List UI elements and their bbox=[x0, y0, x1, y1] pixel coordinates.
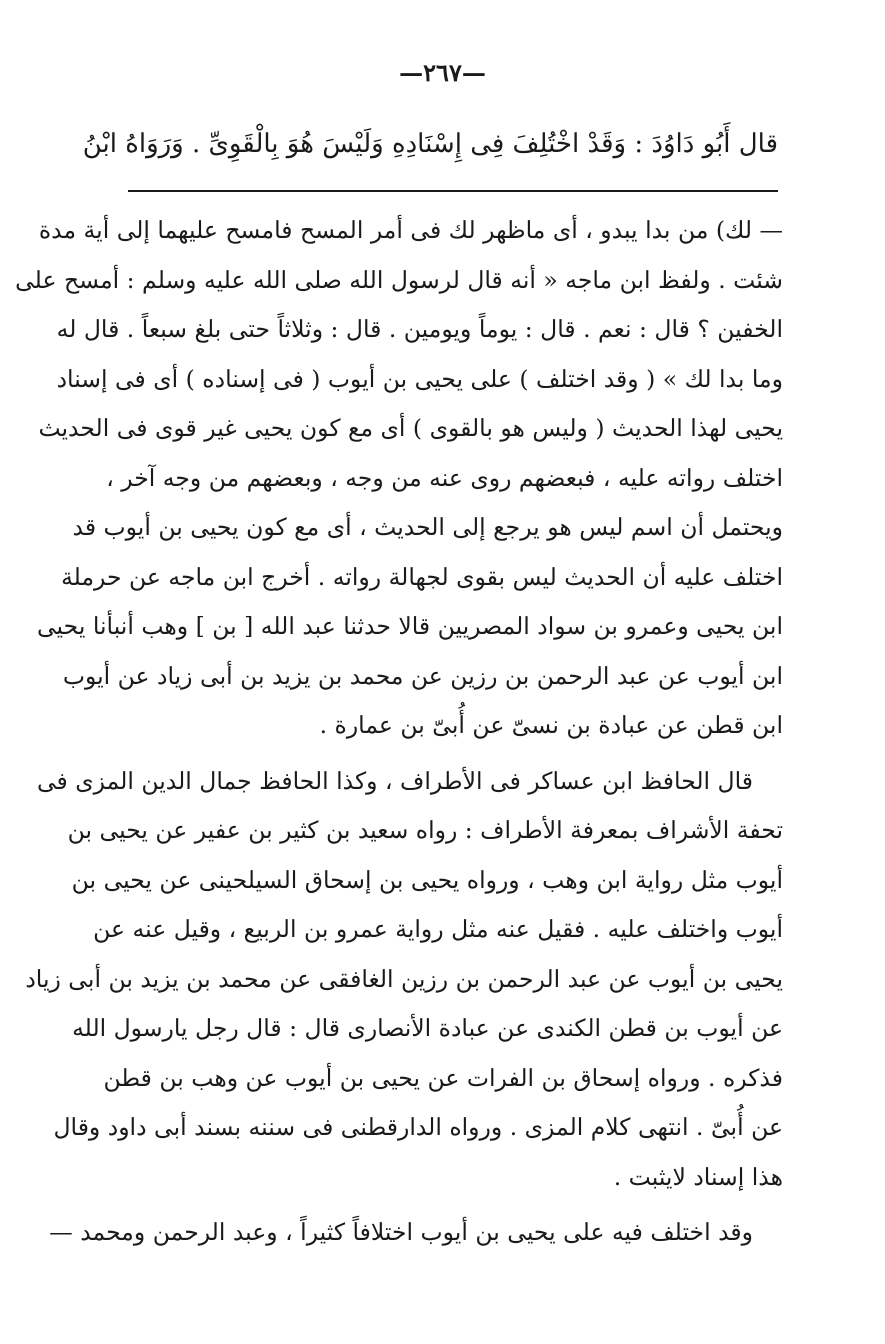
text-line: قال الحافظ ابن عساكر فى الأطراف ، وكذا الحافظ جمال الدين المزى فى bbox=[36, 766, 753, 795]
text-line: اختلف عليه أن الحديث ليس بقوى لجهالة رواته . أخرج ابن ماجه عن حرملة bbox=[61, 562, 783, 591]
page-number: —٢٦٧— bbox=[399, 58, 486, 87]
text-line: ويحتمل أن اسم ليس هو يرجع إلى الحديث ، أى مع كون يحيى بن أيوب قد bbox=[72, 513, 783, 541]
text-line: وما بدا لك » ( وقد اختلف ) على يحيى بن أيوب ( فى إسناده ) أى فى إسناد bbox=[56, 364, 783, 393]
text-line: هذا إسناد لايثبت . bbox=[613, 1162, 783, 1191]
text-line: فذكره . ورواه إسحاق بن الفرات عن يحيى بن أيوب عن وهب بن قطن bbox=[103, 1063, 783, 1092]
text-line: الخفين ؟ قال : نعم . قال : يوماً ويومين . قال : وثلاثاً حتى بلغ سبعاً . قال له bbox=[56, 315, 783, 343]
text-line: وقد اختلف فيه على يحيى بن أيوب اختلافاً كثيراً ، وعبد الرحمن ومحمد — bbox=[49, 1218, 753, 1246]
text-line: تحفة الأشراف بمعرفة الأطراف : رواه سعيد بن كثير بن عفير عن يحيى بن bbox=[67, 816, 783, 844]
commentary-paragraph-2 bbox=[25, 757, 783, 1203]
text-line: أيوب واختلف عليه . فقيل عنه مثل رواية عمرو بن الربيع ، وقيل عنه عن bbox=[93, 915, 783, 943]
text-line: اختلف رواته عليه ، فبعضهم روى عنه من وجه ، وبعضهم من وجه آخر ، bbox=[106, 463, 783, 492]
text-line: ابن أيوب عن عبد الرحمن بن رزين عن محمد بن يزيد بن أبى زياد عن أيوب bbox=[62, 661, 783, 690]
commentary-paragraph-3 bbox=[49, 1208, 783, 1258]
text-line: — لك) من بدا يبدو ، أى ماظهر لك فى أمر المسح فامسح عليهما إلى أية مدة bbox=[38, 216, 783, 244]
commentary bbox=[15, 206, 783, 1258]
hadith-text: قال أَبُو دَاوُدَ : وَقَدْ اخْتُلِفَ فِى إِسْنَادِهِ وَلَيْسَ هُوَ بِالْقَوِىِّ . وَرَوَاهُ ابْنُ bbox=[82, 129, 778, 159]
divider-rule bbox=[128, 190, 778, 192]
text-line: شئت . ولفظ ابن ماجه « أنه قال لرسول الله صلى الله عليه وسلم : أمسح على bbox=[15, 265, 783, 294]
text-line: عن أُبىّ . انتهى كلام المزى . ورواه الدارقطنى فى سننه بسند أبى داود وقال bbox=[53, 1113, 783, 1141]
text-line: ابن يحيى وعمرو بن سواد المصريين قالا حدثنا عبد الله [ بن ] وهب أنبأنا يحيى bbox=[36, 612, 783, 640]
commentary-paragraph-1 bbox=[15, 206, 783, 751]
text-line: ابن قطن عن عبادة بن نسىّ عن أُبىّ بن عمارة . bbox=[319, 711, 783, 739]
text-line: يحيى بن أيوب عن عبد الرحمن بن رزين الغافقى عن محمد بن يزيد بن أبى زياد bbox=[25, 964, 783, 993]
text-line: عن أيوب بن قطن الكندى عن عبادة الأنصارى قال : قال رجل يارسول الله bbox=[72, 1014, 783, 1042]
text-line: يحيى لهذا الحديث ( وليس هو بالقوى ) أى مع كون يحيى غير قوى فى الحديث bbox=[38, 414, 783, 442]
text-line: أيوب مثل رواية ابن وهب ، ورواه يحيى بن إسحاق السيلحينى عن يحيى بن bbox=[71, 865, 783, 894]
